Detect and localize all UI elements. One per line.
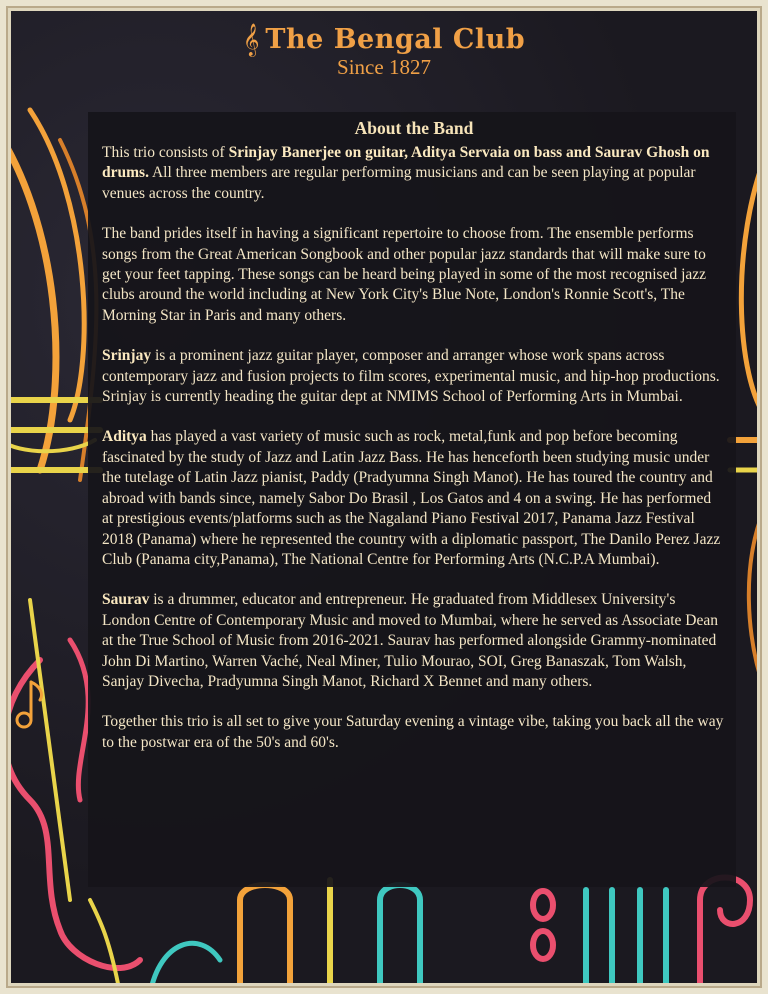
srinjay-name: Srinjay [102, 347, 152, 365]
right-horn-curve [741, 150, 768, 420]
saurav-paragraph [102, 590, 726, 692]
tuba-loop [240, 885, 290, 994]
club-since: Since 1827 [337, 55, 431, 79]
left-bottom-swirl-2 [90, 900, 120, 994]
violin-body-2 [70, 640, 88, 800]
intro-post: All three members are regular performing musicians and can be seen playing at popular venues across the country. [102, 164, 696, 202]
trumpet-bell [0, 120, 56, 470]
aditya-bio: has played a vast variety of music such as rock, metal,funk and pop before becoming fascinated by the study of Jazz and Latin Jazz Bass. He has henceforth been studying music under the tutelage of Latin Jazz pianist, Paddy (Pradyumna Singh Manot). He has toured the country and abroad with bands since, namely Sabor Do Brasil , Los Gatos and 4 on a swing. He has performed at prestigious events/platforms such as the Nagaland Piano Festival 2017, Panama Jazz Festival 2018 (Panama) where he represented the country with a diplomatic passport, The Danilo Perez Jazz Club (Panama city,Panama), The National Centre for Performing Arts (N.C.P.A Mumbai). [102, 428, 721, 568]
left-bottom-swirl [150, 943, 220, 994]
repertoire-paragraph: The band prides itself in having a significant repertoire to choose from. The ensemble performs songs from the Great American Songbook and other popular jazz standards that will make sure to get your feet tapping. These songs can be heard being played in some of the most recognised jazz clubs around the world including at New York City's Blue Note, London's Ronnie Scott's, The Morning Star in Paris and many others. [102, 225, 707, 324]
sax-key-1 [533, 891, 553, 919]
srinjay-bio: is a prominent jazz guitar player, composer and arranger whose work spans across contemporary jazz and fusion projects to film scores, experimental music, and hip-hop productions. Srinjay is currently heading the guitar dept at NMIMS School of Performing Arts in Mumbai. [102, 347, 720, 406]
right-horn-curve-2 [749, 500, 768, 700]
about-panel [88, 112, 736, 887]
closing-paragraph: Together this trio is all set to give your Saturday evening a vintage vibe, taking you back all the way to the postwar era of the 50's and 60's. [102, 713, 724, 751]
club-title-row [0, 24, 768, 55]
about-heading: About the Band [354, 118, 474, 138]
intro-paragraph [102, 143, 726, 204]
sax-key-2 [533, 931, 553, 959]
srinjay-paragraph [102, 346, 726, 407]
club-title: The Bengal Club [265, 24, 526, 55]
treble-clef-icon: 𝄞 [242, 22, 260, 56]
aditya-paragraph [102, 427, 726, 570]
right-bottom-loop [700, 878, 750, 994]
saurav-name: Saurav [102, 591, 150, 609]
members-bold: Srinjay Banerjee on guitar, Aditya Servaia on bass and Saurav Ghosh on drums. [102, 144, 710, 182]
intro-pre: This trio consists of [102, 144, 229, 161]
aditya-name: Aditya [102, 428, 147, 446]
club-header [0, 24, 768, 80]
saurav-bio: is a drummer, educator and entrepreneur. He graduated from Middlesex University's London Centre of Contemporary Music and moved to Mumbai, where he served as Associate Dean at the True School of Music from 2016-2021. Saurav has performed alongside Grammy-nominated John Di Martino, Warren Vaché, Neal Miner, Tulio Mourao, SOI, Greg Banaszak, Tom Walsh, Sanjay Divecha, Pradyumna Singh Manot, Richard X Bennet and many others. [102, 591, 718, 690]
tuba-loop-3 [380, 885, 420, 994]
